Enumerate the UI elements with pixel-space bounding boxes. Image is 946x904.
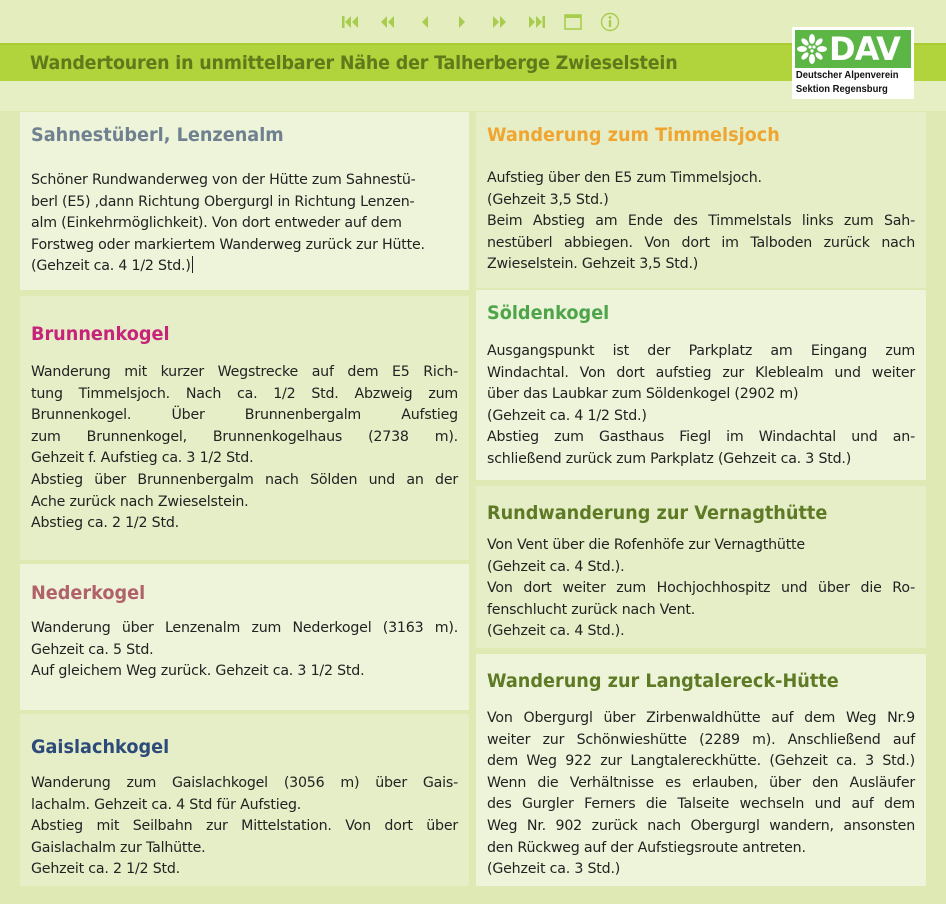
logo-line-2: Sektion Regensburg [795, 83, 888, 95]
tour-title: Wanderung zum Timmelsjoch [487, 124, 780, 146]
info-button[interactable] [591, 10, 628, 34]
text-cursor [192, 256, 193, 273]
window-icon [564, 14, 582, 30]
tour-title: Gaislachkogel [31, 736, 170, 758]
skip-to-end-icon [527, 15, 545, 29]
logo-dav-text: DAV [829, 30, 900, 68]
tour-title: Nederkogel [31, 582, 146, 604]
tour-description: Wanderung zum Gaislachkogel (3056 m) über Gais- lachalm. Gehzeit ca. 4 Std für Aufstieg. Abstieg mit Seilbahn zur Mittelstation. Von dort über Gaislachalm zur Talhütte. Gehzeit ca. 2 1/2 Std. [31, 775, 458, 878]
skip-to-start-icon [342, 15, 360, 29]
page-navigation-toolbar [332, 10, 628, 34]
tour-title: Brunnenkogel [31, 323, 170, 345]
logo-mark [795, 30, 911, 68]
tour-card-timmelsjoch [476, 112, 926, 288]
tour-card-nederkogel [20, 564, 469, 710]
tour-description: Wanderung mit kurzer Wegstrecke auf dem E5 Rich- tung Timmelsjoch. Nach ca. 1/2 Std. Abzweig zum Brunnenkogel. Über Brunnenbergalm Aufstieg zum Brunnenkogel, Brunnenkogelhaus (2738 m). Gehzeit f. Aufstieg ca. 3 1/2 Std. Abstieg über Brunnenbergalm nach Sölden und an der Ache zurück nach Zwieselstein. Abstieg ca. 2 1/2 Std. [31, 364, 458, 532]
edelweiss-icon [797, 34, 827, 64]
tour-card-brunnenkogel [20, 296, 469, 560]
tour-card-gaislachkogel [20, 714, 469, 886]
info-icon [600, 12, 620, 32]
last-page-button[interactable] [517, 10, 554, 34]
tour-card-soldenkogel [476, 290, 926, 480]
fast-back-button[interactable] [369, 10, 406, 34]
tour-card-sahnestuberl [20, 112, 469, 290]
page-title: Wandertouren in unmittelbarer Nähe der Talherberge Zwieselstein [30, 52, 678, 74]
next-icon [457, 15, 467, 29]
tour-card-vernagthutte [476, 486, 926, 648]
tour-title: Sahnestüberl, Lenzenalm [31, 124, 284, 146]
tour-card-langtalereck [476, 654, 926, 886]
next-page-button[interactable] [443, 10, 480, 34]
window-button[interactable] [554, 10, 591, 34]
tour-description: Ausgangspunkt ist der Parkplatz am Eingang zum Windachtal. Von dort aufstieg zur Kleblealm und weiter über das Laubkar zum Söldenkogel (2902 m) (Gehzeit ca. 4 1/2 Std.) Abstieg zum Gasthaus Fiegl im Windachtal und an- schließend zurück zum Parkplatz (Gehzeit ca. 3 Std.) [487, 343, 915, 467]
tour-description: Schöner Rundwanderweg von der Hütte zum Sahnestü- berl (E5) ,dann Richtung Obergurgl in Richtung Lenzen- alm (Einkehrmöglichkeit). Von dort entweder auf dem Forstweg oder markiertem Wanderweg zurück zur Hütte. (Gehzeit ca. 4 1/2 Std.) [31, 172, 425, 275]
tour-title: Rundwanderung zur Vernagthütte [487, 502, 828, 524]
dav-logo [792, 27, 914, 99]
previous-page-button[interactable] [406, 10, 443, 34]
tour-description: Von Vent über die Rofenhöfe zur Vernagthütte (Gehzeit ca. 4 Std.). Von dort weiter zum Hochjochhospitz und über die Ro- fenschlucht zurück nach Vent. (Gehzeit ca. 4 Std.). [487, 537, 915, 640]
tour-description: Von Obergurgl über Zirbenwaldhütte auf dem Weg Nr.9 weiter zur Schönwieshütte (2289 m). Anschließend auf dem Weg 922 zur Langtalereckhütte. (Gehzeit ca. 3 Std.) Wenn die Verhältnisse es erlauben, über den Ausläufer des Gurgler Ferners die Talseite wechseln und auf dem Weg Nr. 902 zurück nach Obergurgl wandern, ansonsten den Rückweg auf der Aufstiegsroute antreten. (Gehzeit ca. 3 Std.) [487, 710, 915, 878]
tour-title: Wanderung zur Langtalereck-Hütte [487, 670, 839, 692]
fast-rewind-icon [380, 15, 396, 29]
tour-description: Wanderung über Lenzenalm zum Nederkogel (3163 m). Gehzeit ca. 5 Std. Auf gleichem Weg zurück. Gehzeit ca. 3 1/2 Std. [31, 620, 458, 680]
fast-forward-button[interactable] [480, 10, 517, 34]
logo-line-1: Deutscher Alpenverein [795, 69, 899, 81]
fast-forward-icon [491, 15, 507, 29]
previous-icon [420, 15, 430, 29]
first-page-button[interactable] [332, 10, 369, 34]
tour-description: Aufstieg über den E5 zum Timmelsjoch. (Gehzeit 3,5 Std.) Beim Abstieg am Ende des Timmelstals links zum Sah- nestüberl abbiegen. Von dort im Talboden zurück nach Zwieselstein. Gehzeit 3,5 Std.) [487, 170, 915, 273]
tour-title: Söldenkogel [487, 302, 610, 324]
